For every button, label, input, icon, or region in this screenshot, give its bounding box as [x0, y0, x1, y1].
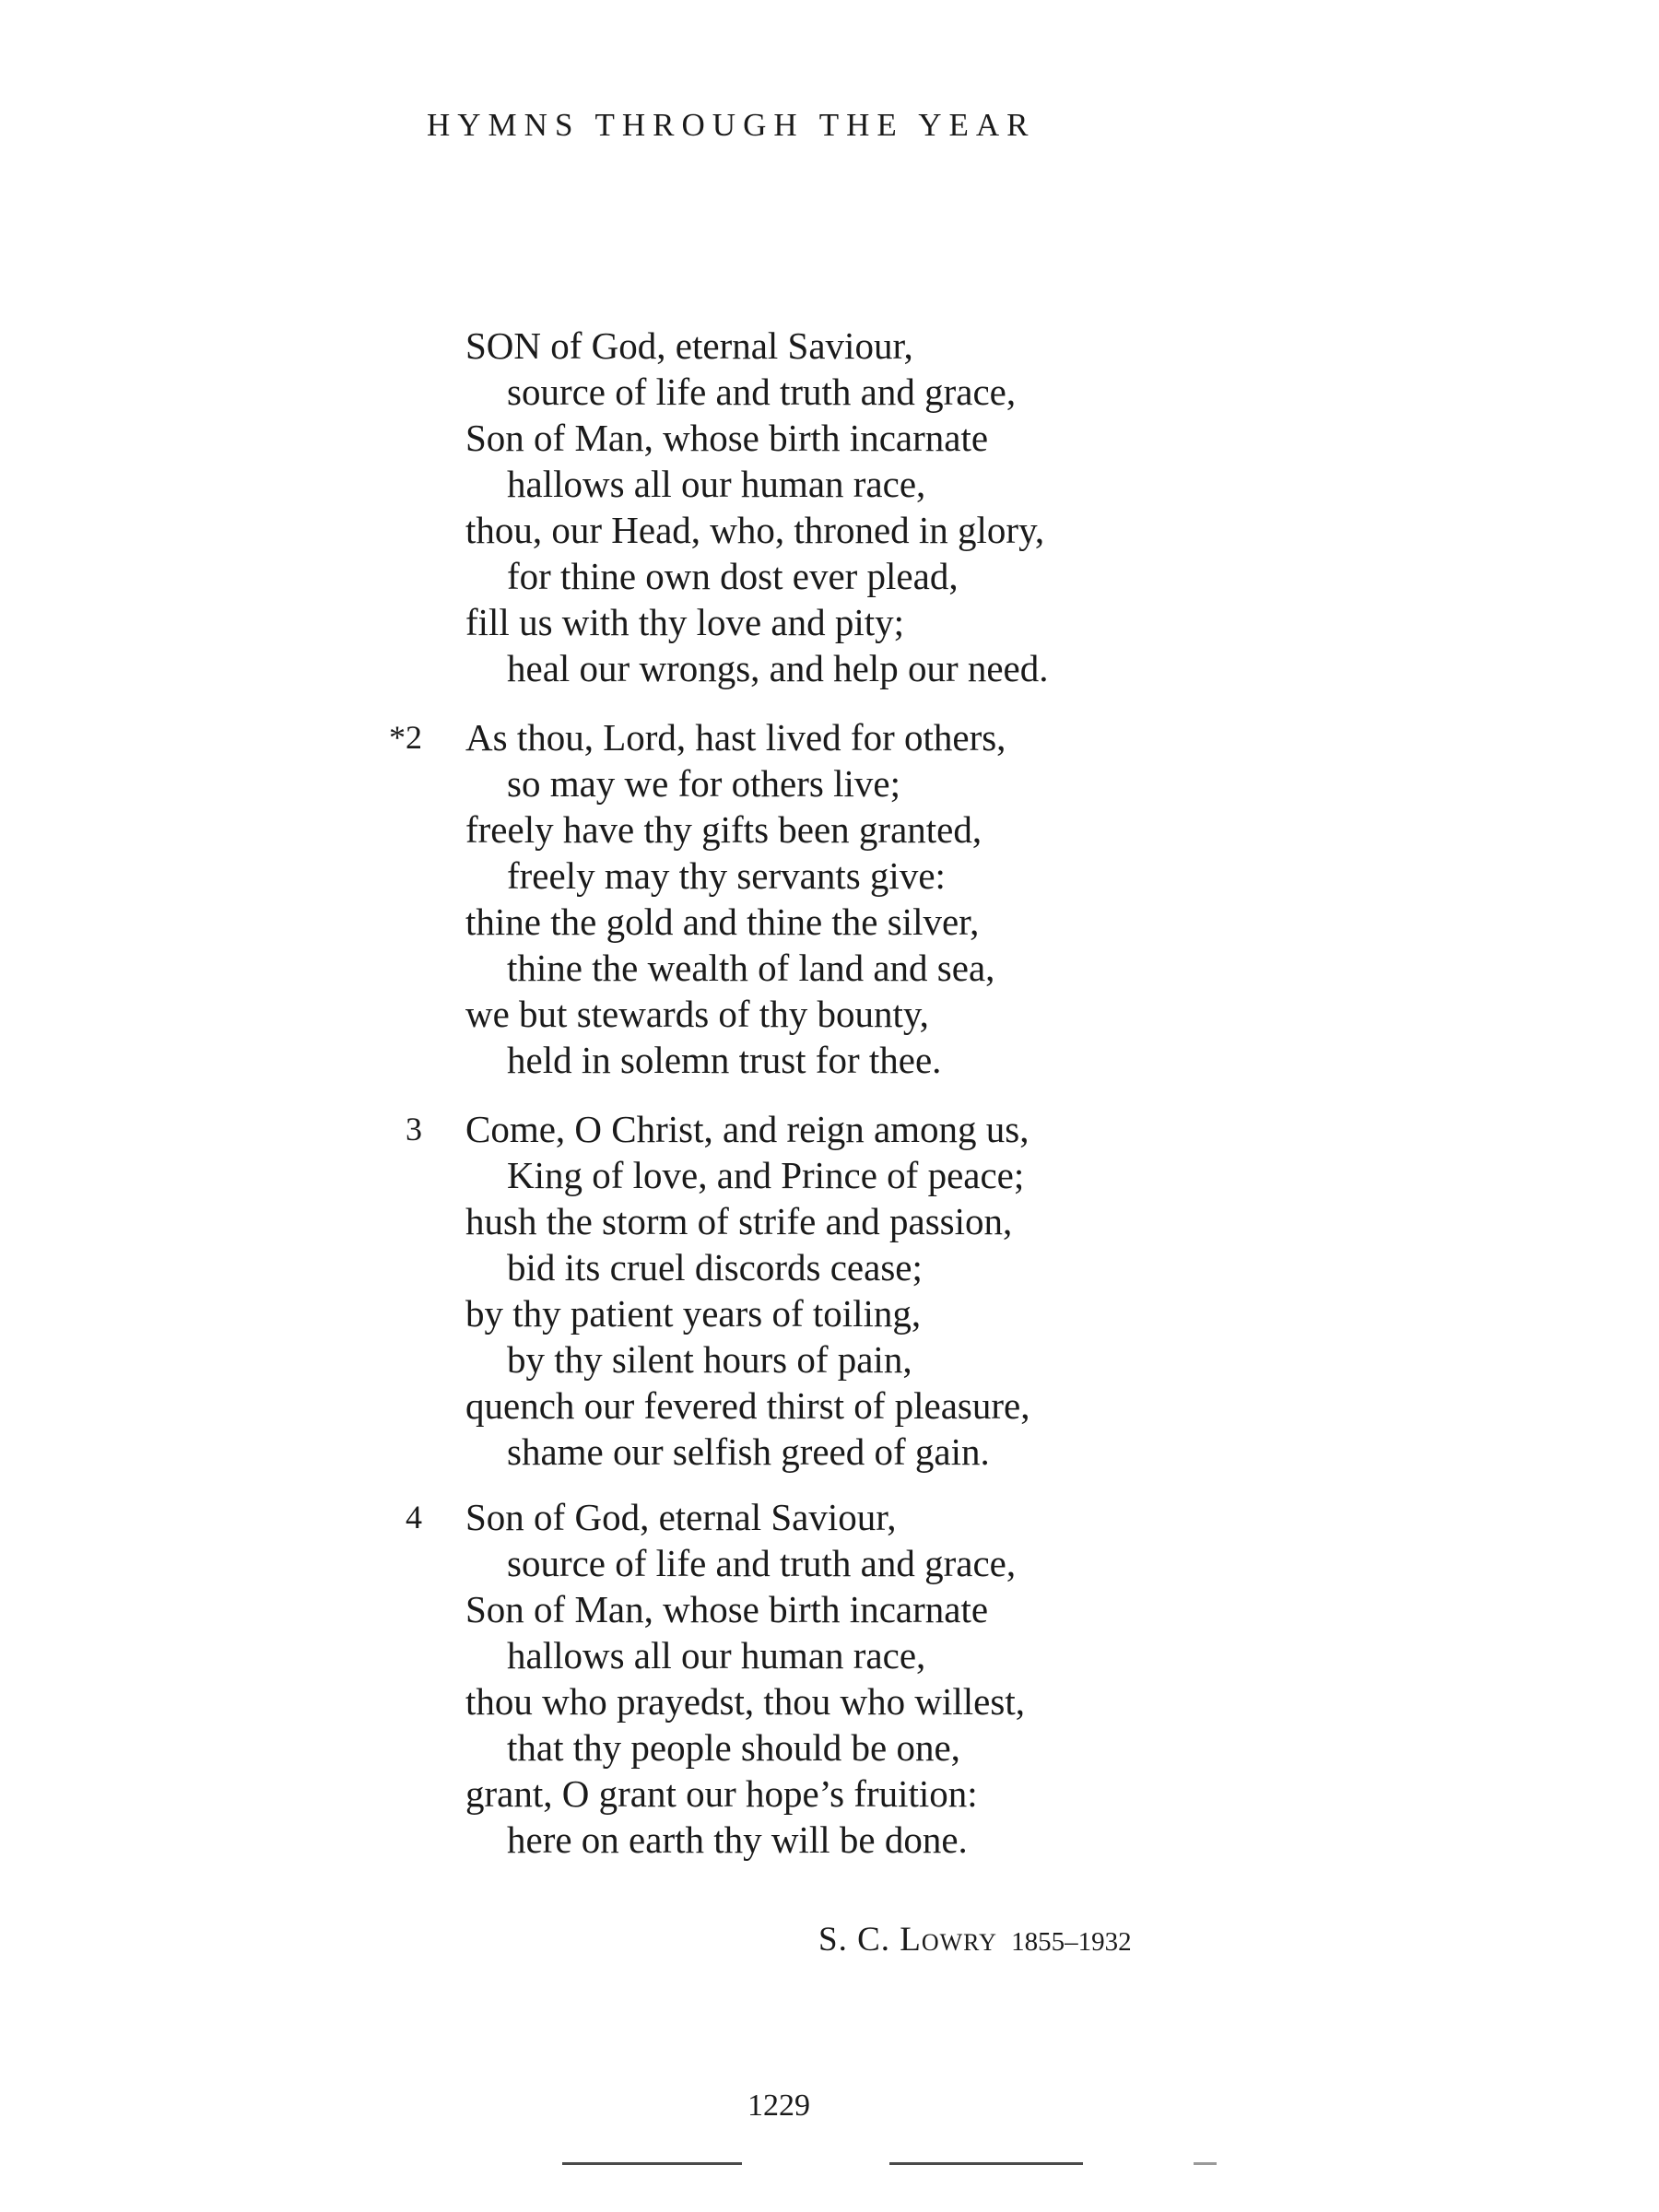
verse-line: grant, O grant our hope’s fruition: [465, 1772, 978, 1815]
verse-line: thou, our Head, who, throned in glory, [465, 509, 1045, 551]
attribution-author: S. C. Lowry [818, 1921, 997, 1959]
verse-line: quench our fevered thirst of pleasure, [465, 1384, 1030, 1427]
verse-line: Son of Man, whose birth incarnate [465, 1588, 989, 1630]
verse-line: thou who prayedst, thou who willest, [465, 1680, 1025, 1723]
verse-number: 4 [406, 1499, 422, 1535]
verse-line: heal our wrongs, and help our need. [507, 647, 1049, 689]
bottom-rule [1194, 2162, 1217, 2165]
verse-line: hallows all our human race, [507, 463, 926, 505]
verse-line: Son of God, eternal Saviour, [465, 1496, 897, 1538]
verse-line: fill us with thy love and pity; [465, 601, 905, 643]
verse-line: Son of Man, whose birth incarnate [465, 417, 989, 459]
verse-line: Come, O Christ, and reign among us, [465, 1108, 1030, 1150]
bottom-rule [562, 2162, 742, 2165]
verse-line: held in solemn trust for thee. [507, 1039, 942, 1081]
verse-line: source of life and truth and grace, [507, 1542, 1017, 1584]
verse-line: by thy patient years of toiling, [465, 1292, 922, 1335]
verse-line: hush the storm of strife and passion, [465, 1200, 1013, 1242]
verse-line: source of life and truth and grace, [507, 371, 1017, 413]
attribution-dates: 1855–1932 [1011, 1927, 1132, 1957]
verse-number: *2 [389, 719, 422, 756]
verse-line: so may we for others live; [507, 762, 900, 805]
verse-line: freely have thy gifts been granted, [465, 808, 982, 851]
verse-line: thine the wealth of land and sea, [507, 947, 995, 989]
verse-line: freely may thy servants give: [507, 854, 946, 897]
verse-line: As thou, Lord, hast lived for others, [465, 716, 1006, 759]
verse-line: shame our selfish greed of gain. [507, 1430, 990, 1473]
verse-line: King of love, and Prince of peace; [507, 1154, 1025, 1196]
verse-line: by thy silent hours of pain, [507, 1338, 912, 1381]
bottom-rule [889, 2162, 1083, 2165]
verse-line: bid its cruel discords cease; [507, 1246, 923, 1288]
attribution [818, 1917, 1132, 1965]
verse-line: for thine own dost ever plead, [507, 555, 959, 597]
verse-line: here on earth thy will be done. [507, 1818, 968, 1861]
running-head: HYMNS THROUGH THE YEAR [427, 107, 1036, 143]
verse-number: 3 [406, 1111, 422, 1147]
verse-line: we but stewards of thy bounty, [465, 993, 929, 1035]
verse-line: that thy people should be one, [507, 1726, 960, 1769]
verse-line: thine the gold and thine the silver, [465, 900, 980, 943]
verse-line: hallows all our human race, [507, 1634, 926, 1677]
verse-line: SON of God, eternal Saviour, [465, 324, 913, 367]
page-number: 1229 [747, 2088, 810, 2123]
